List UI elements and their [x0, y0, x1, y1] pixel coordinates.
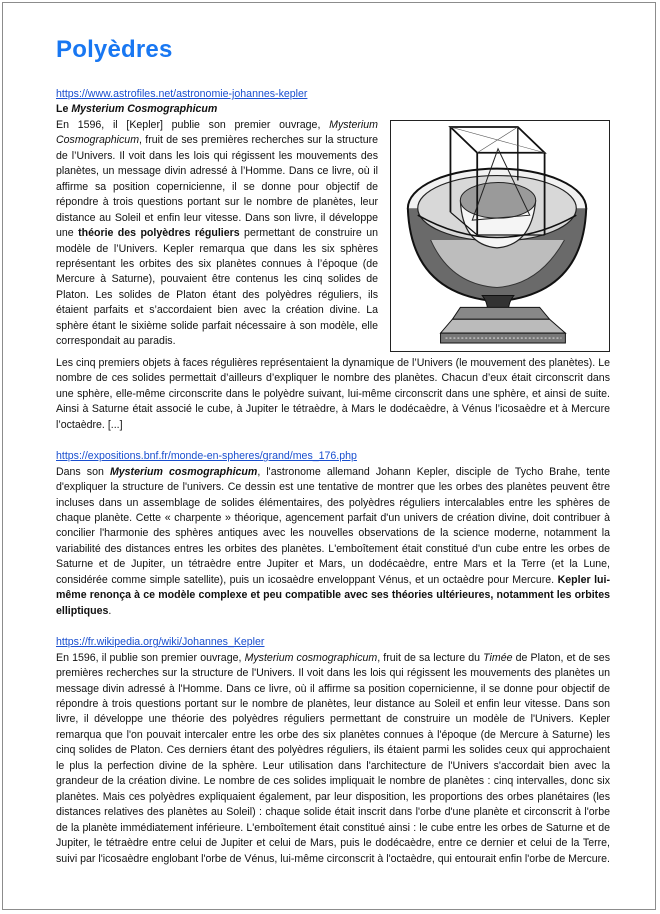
text-run-italic: Mysterium Cosmographicum [56, 118, 378, 147]
text-run: En 1596, il [Kepler] publie son premier ouvrage, [56, 118, 330, 131]
text-run-bold-italic: Mysterium cosmographicum [109, 465, 258, 478]
source-link-wikipedia[interactable]: https://fr.wikipedia.org/wiki/Johannes_Kepler [56, 636, 265, 649]
section-heading [56, 102, 610, 117]
spacer [56, 433, 610, 449]
text-run: Dans son [56, 465, 110, 478]
text-run-italic: Mysterium cosmographicum [244, 651, 378, 664]
text-run: En 1596, il publie son premier ouvrage, [56, 651, 245, 664]
text-run: de Platon, et de ses premières recherches sur la structure de l'Univers. Il voit dans les lois qui régissent les mouvements des planètes un message divin adressé à l'Homme. Dans ce livre, où il affirme sa position copernicienne, il se donne pour objectif de répondre à trois questions portant sur le nombre de planètes, leur distance au Soleil et enfin leur vitesse. Dans son livre, il développe une théorie des polyèdres réguliers permettant de construire un modèle de l'Univers. Kepler remarqua que l'on pouvait intercaler entre les orbe des six planètes connues à l'époque (de Mercure à Saturne) les cinq solides de Platon. Ces derniers étant des polyèdres réguliers, ils étaient parmi les solides ceux qui approchaient le plus la perfection divine de la sphère. Leur utilisation dans l'architecture de l'Univers s'accordait bien avec la grandeur de la création divine. Le nombre de ces solides impliquait le nombre de planètes : cinq intervalles, donc six planètes. Mais ces polyèdres expliquaient également, par leur disposition, les proportions des orbes planétaires (les distances relatives des planètes au Soleil) : chaque solide était inscrit dans l'orbe d'une planète et circonscrit à l'orbe de la planète immédiatement inférieure. L'emboîtement était constitué ainsi : le cube entre les orbes de Saturne et de Jupiter, le tétraèdre entre celui de Jupiter et celui de Mars, puis le dodécaèdre, entre ce dernier et celui de la Terre, suivi par l'icosaèdre englobant l'orbe de Vénus, lui-même circonscrit à l'octaèdre, qui entourait enfin l'orbe de Mercure. [56, 651, 610, 865]
text-run-bold: Kepler lui-même renonça à ce modèle complexe et peu compatible avec ses théories ultérieures, notamment les orbites elliptiques [56, 573, 610, 617]
heading-title-italic: Mysterium Cosmographicum [71, 103, 218, 116]
paragraph [56, 465, 610, 620]
text-run: , l'astronome allemand Johann Kepler, disciple de Tycho Brahe, tente d'expliquer la structure de l'univers. Ce dessin est une tentative de montrer que les orbes des planètes peuvent être incluses dans un assemblage de solides élémentaires, des polyèdres réguliers intercalables entre les sphères de chaque planète. Cette « charpente » théorique, agencement parfait d'un univers de création divine, doit contribuer à concilier l'harmonie des sphères antiques avec les nouvelles observations de la science moderne, notamment la variabilité des distances entres les orbites des planètes. L'emboîtement était constitué d'un cube entre les orbes de Saturne et de Jupiter, un tétraèdre entre Jupiter et Mars, un dodécaèdre, entre Mars et la Terre (et la Lune, considérée comme simple satellite), puis un icosaèdre enveloppant Vénus, et un octaèdre pour Mercure. [56, 465, 610, 586]
text-run: , fruit de sa lecture du [377, 651, 484, 664]
paragraph: Les cinq premiers objets à faces régulières représentaient la dynamique de l’Univers (le mouvement des planètes). Le nombre de ces solides permettait d’ailleurs d’expliquer le nombre des planètes. Chacun d’eux était circonscrit dans une sphère, elle-même circonscrite dans le polyèdre suivant, lui-même circonscrit dans une sphère, et ainsi de suite. Ainsi à Saturne était associé le cube, à Jupiter le tétraèdre, à Mars le dodécaèdre, à Vénus l’icosaèdre et à Mercure l’octaèdre. [...] [56, 356, 610, 431]
page-title: Polyèdres [56, 36, 173, 63]
text-run: , fruit de ses premières recherches sur la structure de l’Univers. Il voit dans les lois qui régissent les mouvements des planètes, un message divin adressé à l’Homme. Dans ce livre, où il affirme sa position copernicienne, il se donne pour objectif de répondre à trois questions portant sur le nombre de planètes, leur distance au Soleil et enfin leur vitesse. Dans son livre, il développe une [56, 134, 378, 240]
kepler-model-figure [390, 120, 610, 352]
text-run-bold: théorie des polyèdres réguliers [78, 227, 240, 240]
text-run-italic: Timée [483, 651, 513, 664]
spacer [56, 619, 610, 635]
source-link-bnf[interactable]: https://expositions.bnf.fr/monde-en-spheres/grand/mes_176.php [56, 450, 357, 463]
text-run: . [108, 604, 112, 617]
paragraph [56, 651, 610, 867]
text-run: permettant de construire un modèle de l’Univers. Kepler remarqua que dans les six sphères représentant les orbites des six planètes connues à l’époque (de Mercure à Saturne), pouvaient être contenus les cinq solides de Platon. Les solides de Platon étant des polyèdres réguliers, ils étaient parfaits et s’accordaient bien avec la création divine. La sphère étant le sixième solide parfait nécessaire à son modèle, elle correspondait au paradis. [56, 227, 378, 348]
heading-prefix: Le [56, 103, 72, 116]
document-content [56, 33, 610, 867]
kepler-platonic-solids-engraving-icon [391, 121, 609, 351]
source-link-astrofiles[interactable]: https://www.astrofiles.net/astronomie-johannes-kepler [56, 88, 308, 100]
document-page [2, 2, 656, 910]
